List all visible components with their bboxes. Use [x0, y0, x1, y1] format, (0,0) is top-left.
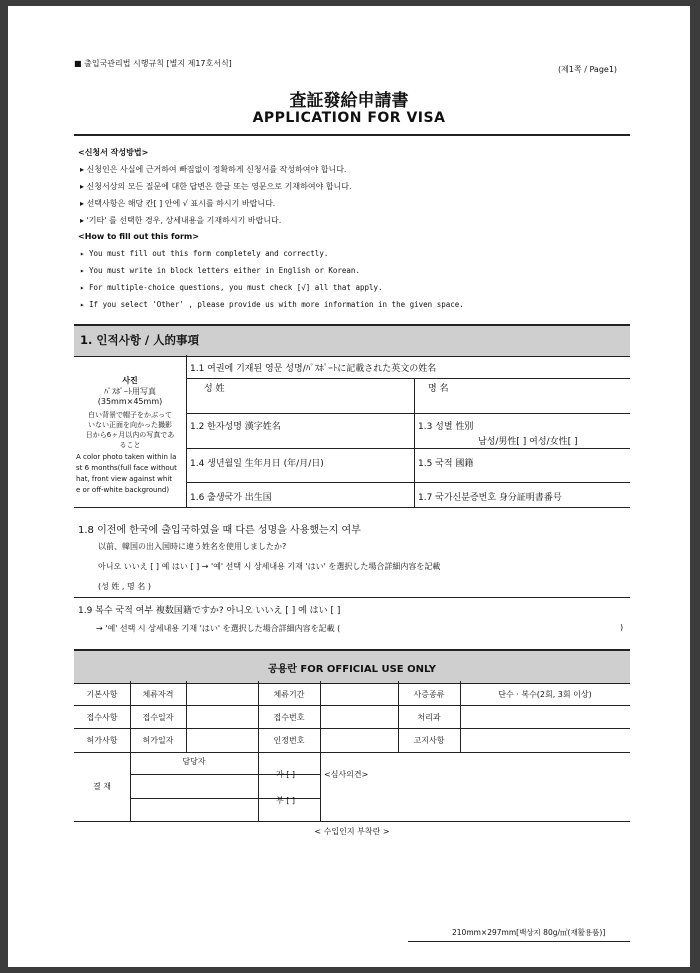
field-1-6-label: 1.6 출생국가 出生国	[190, 493, 272, 503]
photo-size: (35mm×45mm)	[97, 397, 163, 406]
surname-label: 성 姓	[204, 384, 225, 394]
col-line	[320, 681, 321, 821]
title-en: APPLICATION FOR VISA	[252, 110, 446, 126]
col-line	[186, 681, 187, 752]
field-1-8-name[interactable]: (성 姓 , 명 名 )	[98, 582, 151, 591]
instruction-ko-4: ▸ '기타' 를 선택한 경우, 상세내용을 기재하시기 바랍니다.	[80, 216, 282, 225]
row-line	[186, 448, 630, 449]
given-name-input[interactable]	[415, 392, 629, 412]
stay-period-label: 체류기간	[273, 690, 305, 699]
notice-label: 고지사항	[413, 736, 445, 745]
field-1-3-label: 1.3 성별 性別	[418, 422, 474, 432]
official-title: 공용란 FOR OFFICIAL USE ONLY	[267, 664, 437, 675]
photo-jp-2: いない正面を向かった撮影	[88, 421, 172, 429]
visa-type-label: 사증종류	[413, 690, 445, 699]
field-1-1-label: 1.1 여권에 기재된 영문 성명/ﾊﾟｽﾎﾟｰﾄに記載された英文の姓名	[190, 364, 437, 374]
receipt-label: 접수사항	[86, 713, 118, 722]
field-1-5-label: 1.5 국적 國籍	[418, 459, 474, 469]
visa-application-page	[8, 6, 690, 967]
receipt-number-label: 접수번호	[273, 713, 305, 722]
approval-label: 결 재	[93, 782, 111, 791]
photo-jp-4: ること	[119, 441, 141, 449]
review-opinion-label: <심사의견>	[324, 770, 369, 779]
permit-date-label: 허가일자	[142, 736, 174, 745]
basic-info-label: 기본사항	[86, 690, 118, 699]
row-line	[74, 597, 630, 598]
status-label: 체류자격	[142, 690, 174, 699]
approve-no[interactable]: 부 [ ]	[276, 796, 296, 805]
photo-title: 사진	[122, 376, 138, 385]
instruction-ko-3: ▸ 선택사항은 해당 칸[ ] 안에 √ 표시를 하시기 바랍니다.	[80, 199, 276, 208]
permit-label: 허가사항	[86, 736, 118, 745]
field-1-8-label: 1.8 이전에 한국에 출입국하였을 때 다른 성명을 사용했는지 여부	[78, 525, 361, 536]
receipt-date-label: 접수일자	[142, 713, 174, 722]
title-divider	[74, 134, 630, 136]
row-line	[74, 821, 630, 822]
row-line	[74, 507, 630, 508]
field-1-8-jp: 以前、韓国の出入国時に違う姓名を使用しましたか?	[98, 542, 287, 551]
row-line	[74, 752, 630, 753]
field-1-9-detail[interactable]: → '예' 선택 시 상세내용 기재 'はい' を選択した場合詳細内容を記載 (	[96, 624, 341, 633]
instructions-ko-heading: <신청서 작성방법>	[78, 148, 149, 157]
photo-jp-3: 日から6ヶ月以内の写真であ	[85, 431, 175, 439]
photo-en-2: st 6 months(full face without	[76, 464, 177, 472]
photo-box	[74, 355, 186, 507]
field-1-8-options[interactable]: 아니오 いいえ [ ] 예 はい [ ] → '예' 선택 시 상세내용 기재 'はい' を選択した場合詳細内容を記載	[98, 562, 441, 571]
instruction-ko-1: ▸ 신청인은 사실에 근거하여 빠짐없이 정확하게 신청서를 작성하여야 합니다.	[80, 165, 347, 174]
field-1-2-label: 1.2 한자성명 漢字姓名	[190, 422, 281, 432]
photo-passport-label: ﾊﾟｽﾎﾟｰﾄ用写真	[104, 387, 156, 396]
surname-input[interactable]	[187, 392, 413, 412]
photo-en-4: e or off-white background)	[76, 486, 170, 494]
instructions-en-heading: <How to fill out this form>	[78, 232, 199, 241]
col-line	[130, 681, 131, 821]
page-number: (제1쪽 / Page1)	[558, 65, 618, 74]
row-line	[186, 413, 630, 414]
photo-jp-1: 白い背景で帽子をかぶって	[88, 411, 172, 419]
paper-spec: 210mm×297mm[백상지 80g/㎡(재활용품)]	[452, 928, 606, 937]
field-1-9-label[interactable]: 1.9 복수 국적 여부 複数国籍ですか? 아니오 いいえ [ ] 예 はい [ ]	[78, 606, 341, 616]
title-ko: 査証發給申請書	[289, 91, 409, 111]
row-line	[74, 705, 630, 706]
instruction-en-3: ▸ For multiple-choice questions, you must check [√] all that apply.	[80, 283, 383, 292]
instruction-en-4: ▸ If you select 'Other' , please provide us with more information in the given space.	[80, 300, 464, 309]
row-line	[186, 482, 630, 483]
field-1-9-close: )	[620, 623, 624, 632]
given-name-label: 명 名	[428, 384, 449, 394]
instruction-en-1: ▸ You must fill out this form completely and correctly.	[80, 249, 329, 258]
stamp-area-label: < 수입인지 부착란 >	[314, 827, 390, 836]
regulation-label: ■ 출입국관리법 시행규칙 [별지 제17호서식]	[74, 59, 232, 68]
processing-dept-label: 처리과	[417, 713, 441, 722]
footer-line	[408, 941, 630, 942]
photo-en-3: hat, front view against whit	[76, 475, 173, 483]
approval-number-label: 인정번호	[273, 736, 305, 745]
section1-title: 1. 인적사항 / 人的事項	[80, 333, 200, 347]
row-line	[74, 728, 630, 729]
col-line	[258, 681, 259, 821]
row-line	[186, 378, 630, 379]
approve-yes[interactable]: 가 [ ]	[276, 770, 296, 779]
visa-type-options: 단수 · 복수(2회, 3회 이상)	[498, 690, 592, 699]
gender-options[interactable]: 남성/男性[ ] 여성/女性[ ]	[478, 437, 578, 447]
instruction-en-2: ▸ You must write in block letters either in English or Korean.	[80, 266, 360, 275]
officer-label: 담당자	[182, 757, 206, 766]
field-1-4-label: 1.4 생년월일 生年月日 (年/月/日)	[190, 459, 324, 469]
instruction-ko-2: ▸ 신청서상의 모든 질문에 대한 답변은 한글 또는 영문으로 기재하여야 합니다.	[80, 182, 352, 191]
photo-en-1: A color photo taken within la	[76, 453, 177, 461]
field-1-7-label: 1.7 국가신분증번호 身分証明書番号	[418, 493, 562, 503]
